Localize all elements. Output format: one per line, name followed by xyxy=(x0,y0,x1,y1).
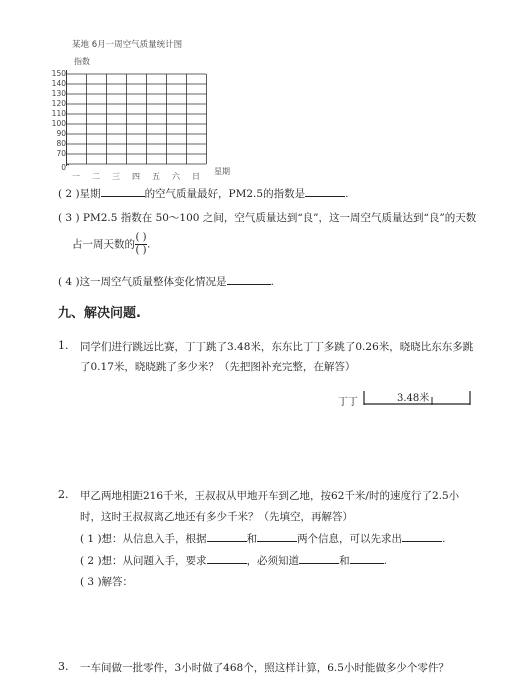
q2-mid: 的空气质量最好，PM2.5的指数是 xyxy=(144,188,306,200)
y-tick-label: 0 xyxy=(61,163,66,172)
problem-2-step3: ( 3 )解答： xyxy=(80,576,134,588)
y-tick-label: 120 xyxy=(51,99,66,108)
answer-blank[interactable] xyxy=(227,273,271,285)
y-tick-label: 150 xyxy=(51,69,66,78)
q4-end: . xyxy=(270,276,274,288)
answer-blank[interactable] xyxy=(350,552,384,564)
problem-2-step2 xyxy=(80,552,387,568)
y-tick-label: 90 xyxy=(56,129,66,138)
fraction-numerator: ( ) xyxy=(135,232,147,243)
q2-prefix: ( 2 )星期 xyxy=(58,188,101,200)
x-tick-label: 一 xyxy=(72,172,80,181)
fraction-denominator: ( ) xyxy=(135,245,147,256)
diagram-value-label: 3.48米 xyxy=(397,393,430,404)
step1-and: 和 xyxy=(246,533,258,545)
answer-blank[interactable] xyxy=(299,552,339,564)
question-3-line1: ( 3 ) PM2.5 指数在 50～100 之间，空气质量达到“良”，这一周空气质量达到“良”的天数 xyxy=(58,212,477,224)
answer-blank[interactable] xyxy=(207,530,247,542)
step2-prefix: ( 2 )想：从问题入手，要求 xyxy=(80,555,207,567)
problem-2-step1 xyxy=(80,530,445,546)
y-tick-label: 70 xyxy=(56,149,66,158)
problem-1-number: 1. xyxy=(58,339,69,352)
x-tick-label: 五 xyxy=(152,172,160,181)
problem-2-line1: 甲乙两地相距216千米，王叔叔从甲地开车到乙地，按62千米/时的速度行了2.5小 xyxy=(80,490,460,502)
x-tick-label: 六 xyxy=(172,172,180,181)
answer-blank[interactable] xyxy=(402,530,442,542)
diagram-name-label: 丁丁 xyxy=(338,397,358,408)
step1-end: . xyxy=(442,533,446,545)
problem-3-line1: 一车间做一批零件，3小时做了468个，照这样计算，6.5小时能做多少个零件？ xyxy=(80,662,449,674)
step2-mid: ，必须知道 xyxy=(246,555,300,567)
problem-3-number: 3. xyxy=(58,660,69,673)
fraction[interactable] xyxy=(135,232,147,257)
question-3-line2 xyxy=(72,232,150,257)
q4-prefix: ( 4 )这一周空气质量整体变化情况是 xyxy=(58,276,227,288)
question-2 xyxy=(58,185,348,201)
problem-1-line1: 同学们进行跳远比赛，丁丁跳了3.48米，东东比丁丁多跳了0.26米，晓晓比东东多跳 xyxy=(80,341,474,353)
section-title: 九、解决问题. xyxy=(58,306,141,321)
q3-end: . xyxy=(147,238,151,251)
y-tick-label: 100 xyxy=(51,119,66,128)
y-tick-label: 80 xyxy=(56,139,66,148)
chart-x-label: 星期 xyxy=(214,167,230,176)
answer-blank[interactable] xyxy=(257,530,297,542)
chart-y-label: 指数 xyxy=(74,57,90,66)
answer-blank[interactable] xyxy=(101,185,145,197)
q3-prefix: 占一周天数的 xyxy=(72,238,135,251)
problem-2-number: 2. xyxy=(58,488,69,501)
x-tick-label: 三 xyxy=(112,172,120,181)
y-tick-label: 130 xyxy=(51,89,66,98)
y-tick-label: 140 xyxy=(51,79,66,88)
x-tick-label: 日 xyxy=(192,172,200,181)
answer-blank[interactable] xyxy=(207,552,247,564)
question-4 xyxy=(58,273,274,289)
problem-1-line2: 了0.17米，晓晓跳了多少米？（先把图补充完整，在解答） xyxy=(80,361,356,373)
answer-blank[interactable] xyxy=(305,185,345,197)
y-tick-label: 110 xyxy=(51,109,66,118)
problem-2-line2: 时，这时王叔叔离乙地还有多少千米？（先填空，再解答） xyxy=(80,511,353,523)
step2-and: 和 xyxy=(339,555,350,567)
chart-grid xyxy=(66,70,226,166)
step2-end: . xyxy=(383,555,387,567)
step1-prefix: ( 1 )想：从信息入手，根据 xyxy=(80,533,207,545)
q2-end: . xyxy=(345,188,349,200)
chart-title: 某地 6月一周空气质量统计图 xyxy=(72,40,183,50)
step1-mid: 两个信息，可以先求出 xyxy=(297,533,403,545)
x-tick-label: 四 xyxy=(132,172,140,181)
x-tick-label: 二 xyxy=(92,172,100,181)
